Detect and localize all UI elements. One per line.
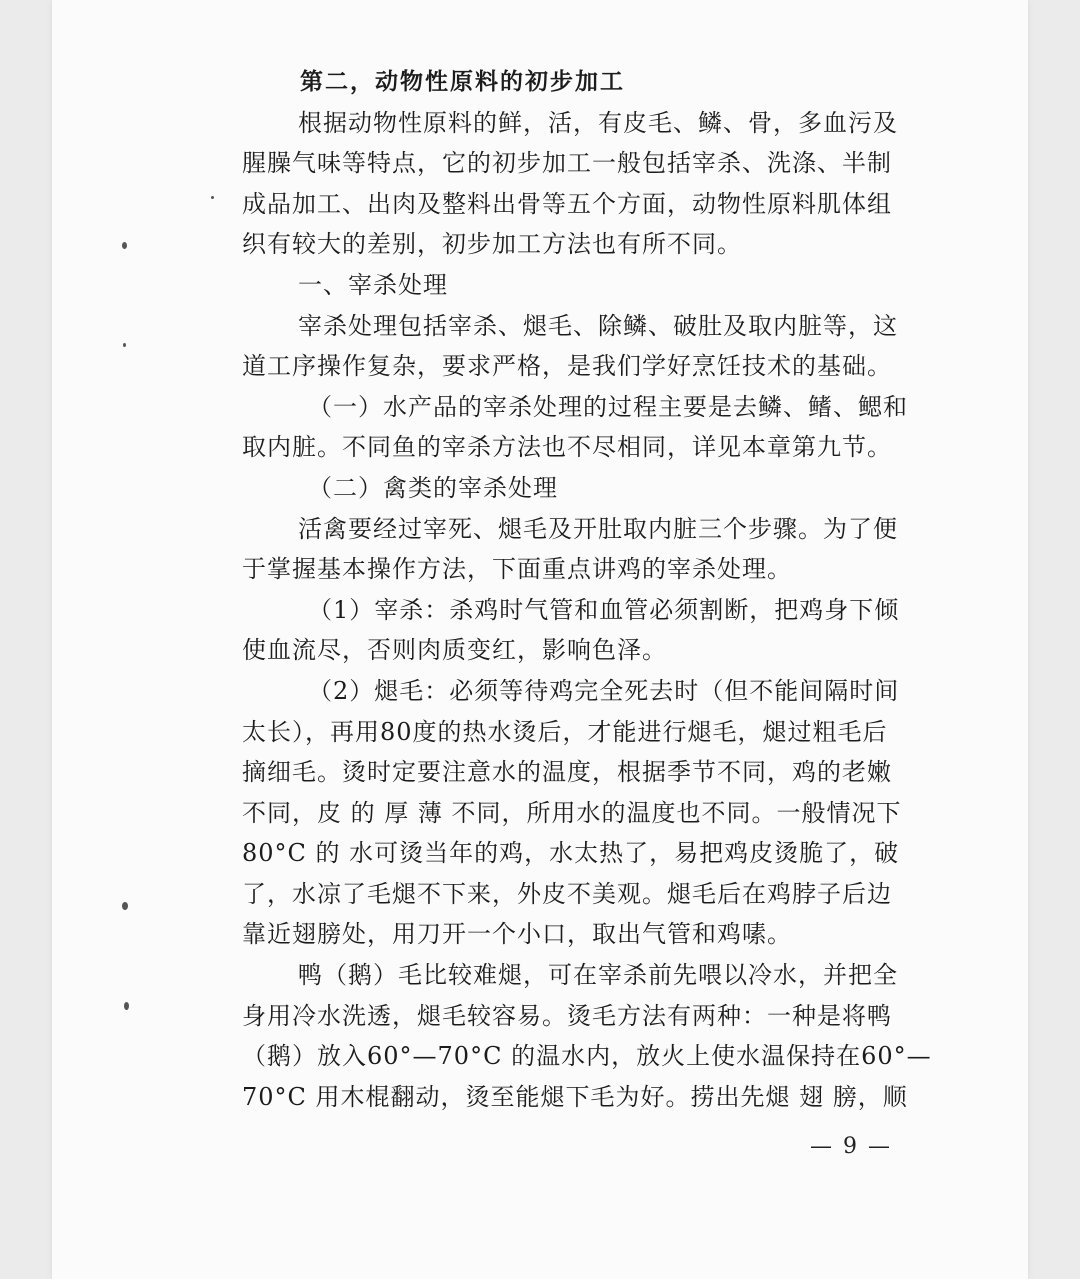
scan-speck	[122, 902, 128, 910]
document-page	[52, 0, 1028, 1279]
text-line: 80°C 的 水可烫当年的鸡，水太热了，易把鸡皮烫脆了，破	[242, 839, 900, 868]
section-heading: 第二，动物性原料的初步加工	[300, 69, 625, 95]
text-line: 腥臊气味等特点，它的初步加工一般包括宰杀、洗涤、半制	[242, 149, 892, 178]
text-line: 鸭（鹅）毛比较难煺，可在宰杀前先喂以冷水，并把全	[298, 961, 898, 990]
scan-speck	[123, 343, 126, 347]
text-line: （鹅）放入60°—70°C 的温水内，放火上使水温保持在60°—	[242, 1042, 932, 1071]
document-body	[242, 62, 954, 1117]
scan-speck	[122, 242, 127, 249]
text-line: 宰杀处理包括宰杀、煺毛、除鳞、破肚及取内脏等，这	[298, 311, 898, 340]
text-line: 根据动物性原料的鲜，活，有皮毛、鳞、骨，多血污及	[298, 108, 898, 137]
scan-speck	[211, 196, 214, 199]
text-line: 了，水凉了毛煺不下来，外皮不美观。煺毛后在鸡脖子后边	[242, 879, 892, 908]
subsection-heading: （二）禽类的宰杀处理	[308, 473, 558, 502]
text-line: （一）水产品的宰杀处理的过程主要是去鳞、鳍、鳃和	[308, 392, 908, 421]
text-line: 70°C 用木棍翻动，烫至能煺下毛为好。捞出先煺 翅 膀，顺	[242, 1082, 908, 1111]
text-line: 活禽要经过宰死、煺毛及开肚取内脏三个步骤。为了便	[298, 514, 898, 543]
text-line: 道工序操作复杂，要求严格，是我们学好烹饪技术的基础。	[242, 352, 892, 381]
subsection-heading: 一、宰杀处理	[298, 270, 448, 299]
page-number: — 9 —	[810, 1134, 892, 1159]
text-line: 摘细毛。烫时定要注意水的温度，根据季节不同，鸡的老嫩	[242, 758, 892, 787]
text-line: 身用冷水洗透，煺毛较容易。烫毛方法有两种：一种是将鸭	[242, 1001, 892, 1030]
text-line: 取内脏。不同鱼的宰杀方法也不尽相同，详见本章第九节。	[242, 433, 892, 462]
text-line: （1）宰杀：杀鸡时气管和血管必须割断，把鸡身下倾	[308, 595, 900, 624]
text-line: 成品加工、出肉及整料出骨等五个方面，动物性原料肌体组	[242, 189, 892, 218]
text-line: 使血流尽，否则肉质变红，影响色泽。	[242, 636, 667, 665]
text-line: 于掌握基本操作方法，下面重点讲鸡的宰杀处理。	[242, 555, 792, 584]
text-line: （2）煺毛：必须等待鸡完全死去时（但不能间隔时间	[308, 676, 900, 705]
text-line: 太长），再用80度的热水烫后，才能进行煺毛，煺过粗毛后	[242, 717, 888, 746]
text-line: 不同，皮 的 厚 薄 不同，所用水的温度也不同。一般情况下	[242, 798, 902, 827]
scan-speck	[124, 1002, 129, 1010]
text-line: 靠近翅膀处，用刀开一个小口，取出气管和鸡嗉。	[242, 920, 792, 949]
text-line: 织有较大的差别，初步加工方法也有所不同。	[242, 230, 742, 259]
